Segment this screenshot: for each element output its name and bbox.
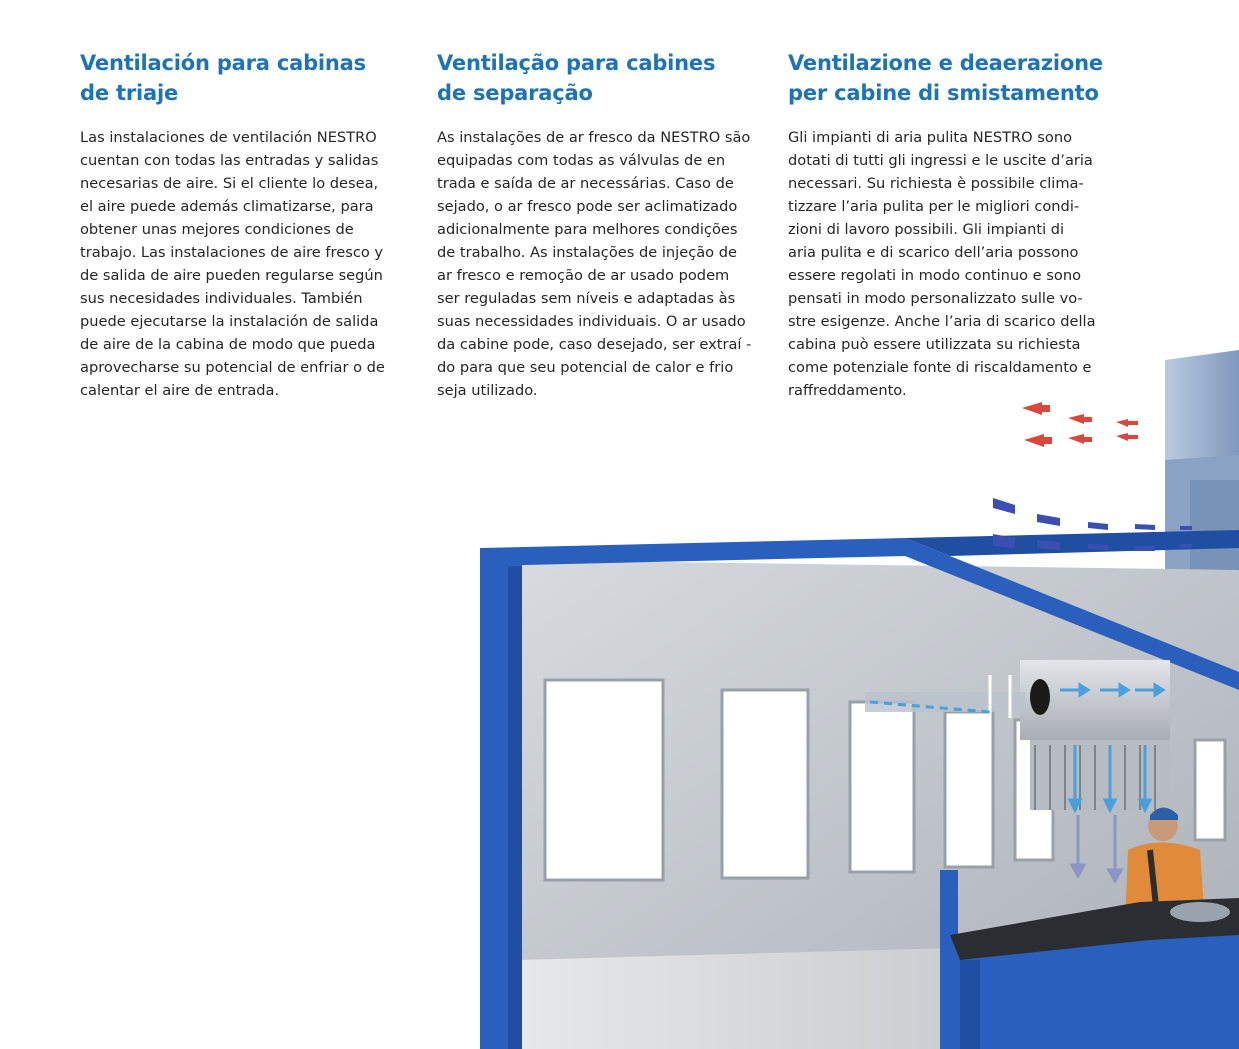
- text-line: de salida de aire pueden regularse según: [80, 267, 383, 284]
- warm-air-arrows: [1022, 402, 1138, 447]
- cabin-window: [850, 702, 914, 872]
- conveyor-belt: [940, 898, 1239, 1049]
- cabin-window: [945, 712, 993, 867]
- ventilation-hood: [865, 660, 1170, 810]
- cool-air-arrows: [993, 498, 1192, 551]
- text-line: puede ejecutarse la instalación de salida: [80, 313, 379, 330]
- text-line: de aire de la cabina de modo que pueda: [80, 336, 376, 353]
- text-line: dotati di tutti gli ingressi e le uscite d’aria: [788, 152, 1093, 169]
- text-line: calentar el aire de entrada.: [80, 382, 280, 399]
- text-line: necessari. Su richiesta è possibile clima-: [788, 175, 1084, 192]
- text-line: seja utilizado.: [437, 382, 538, 399]
- text-line: aria pulita e di scarico dell’aria possono: [788, 244, 1079, 261]
- column-spanish: [80, 48, 396, 402]
- text-line: trada e saída de ar necessárias. Caso de: [437, 175, 734, 192]
- text-line: zioni di lavoro possibili. Gli impianti di: [788, 221, 1065, 238]
- body-italian: [788, 126, 1100, 402]
- text-line: Gli impianti di aria pulita NESTRO sono: [788, 129, 1073, 146]
- heading-line: per cabine di smistamento: [788, 81, 1099, 105]
- heading-line: Ventilação para cabines: [437, 51, 716, 75]
- text-line: pensati in modo personalizzato sulle vo-: [788, 290, 1083, 307]
- text-line: el aire puede además climatizarse, para: [80, 198, 374, 215]
- text-line: aprovecharse su potencial de enfriar o de: [80, 359, 385, 376]
- text-line: stre esigenze. Anche l’aria di scarico della: [788, 313, 1096, 330]
- cabin-window: [722, 690, 808, 878]
- text-line: necesarias de aire. Si el cliente lo desea,: [80, 175, 379, 192]
- heading-spanish: [80, 48, 396, 108]
- text-line: trabajo. Las instalaciones de aire fresco y: [80, 244, 384, 261]
- heading-line: de separação: [437, 81, 593, 105]
- text-line: cabina può essere utilizzata su richiesta: [788, 336, 1081, 353]
- text-line: essere regolati in modo continuo e sono: [788, 267, 1082, 284]
- text-line: sus necesidades individuales. También: [80, 290, 363, 307]
- text-line: ser reguladas sem níveis e adaptadas às: [437, 290, 736, 307]
- worker-figure: [1125, 808, 1205, 926]
- text-line: As instalações de ar fresco da NESTRO são: [437, 129, 751, 146]
- text-line: tizzare l’aria pulita per le migliori condi-: [788, 198, 1080, 215]
- column-italian: [788, 48, 1103, 402]
- text-line: cuentan con todas las entradas y salidas: [80, 152, 379, 169]
- cabin-body: [520, 560, 1239, 1049]
- airflow-arrows-hood: [870, 685, 1163, 810]
- text-line: sejado, o ar fresco pode ser aclimatizado: [437, 198, 738, 215]
- text-line: de trabalho. As instalações de injeção de: [437, 244, 737, 261]
- exhaust-duct: [1165, 350, 1239, 680]
- text-line: obtener unas mejores condiciones de: [80, 221, 354, 238]
- text-line: equipadas com todas as válvulas de en: [437, 152, 726, 169]
- text-line: ar fresco e remoção de ar usado podem: [437, 267, 730, 284]
- heading-line: de triaje: [80, 81, 178, 105]
- body-portuguese: [437, 126, 753, 402]
- text-line: adicionalmente para melhores condições: [437, 221, 738, 238]
- cabin-window: [1015, 720, 1053, 860]
- heading-portuguese: [437, 48, 753, 108]
- body-spanish: [80, 126, 396, 402]
- airflow-arrows-down: [1072, 815, 1121, 881]
- text-line: Las instalaciones de ventilación NESTRO: [80, 129, 377, 146]
- cabin-window: [545, 680, 663, 880]
- text-line: suas necessidades individuais. O ar usado: [437, 313, 746, 330]
- text-line: come potenziale fonte di riscaldamento e: [788, 359, 1092, 376]
- text-line: raffreddamento.: [788, 382, 907, 399]
- heading-line: Ventilazione e deaerazione: [788, 51, 1103, 75]
- text-line: do para que seu potencial de calor e frio: [437, 359, 734, 376]
- cabin-frame: [480, 530, 1239, 1049]
- heading-line: Ventilación para cabinas: [80, 51, 366, 75]
- text-line: da cabine pode, caso desejado, ser extraí -: [437, 336, 752, 353]
- heading-italian: [788, 48, 1103, 108]
- column-portuguese: [437, 48, 753, 402]
- cabin-window: [1195, 740, 1225, 840]
